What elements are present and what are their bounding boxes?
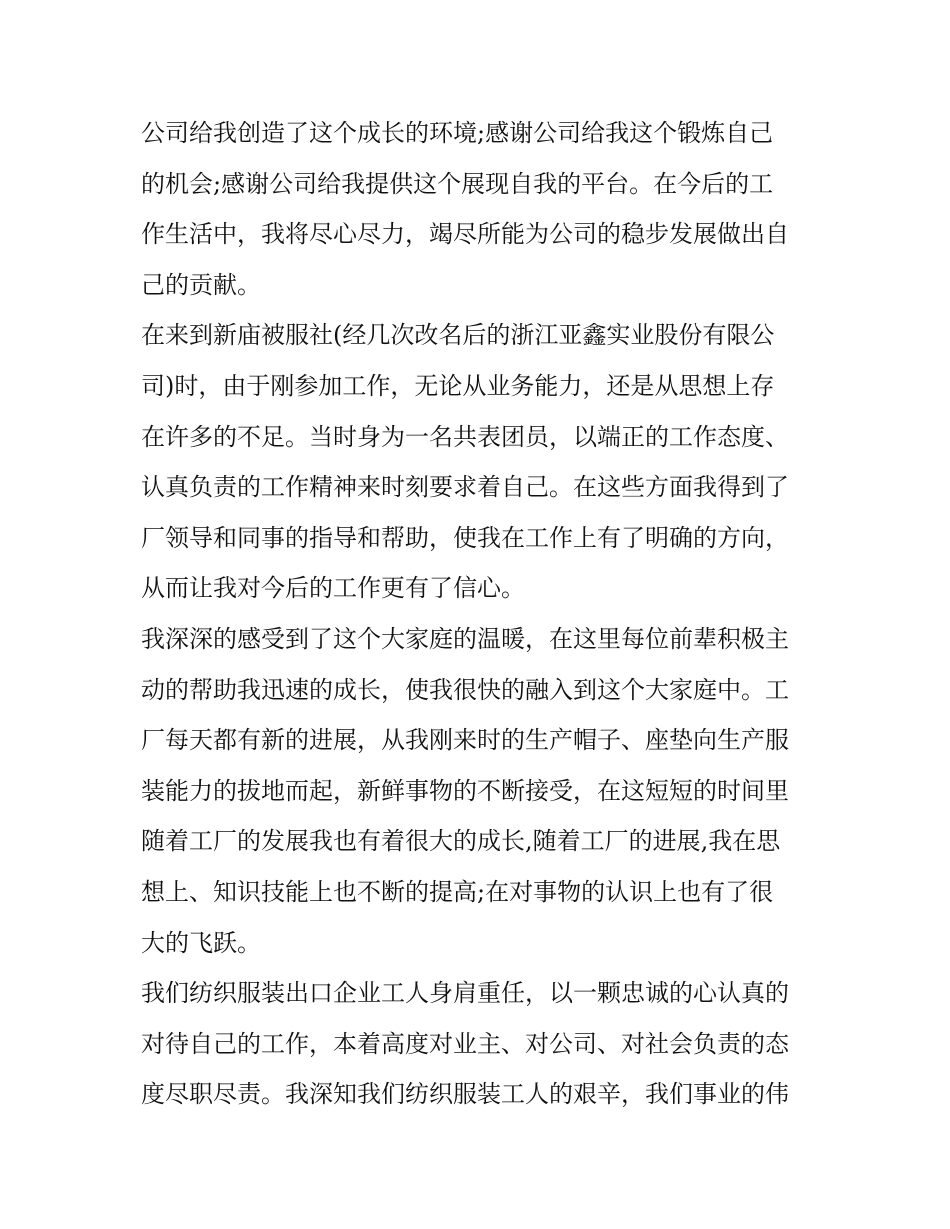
text-line: 在来到新庙被服社(经几次改名后的浙江亚鑫实业股份有限公 [141, 321, 775, 350]
text-line: 度尽职尽责。我深知我们纺织服装工人的艰辛，我们事业的伟 [141, 1080, 789, 1109]
text-line: 装能力的拔地而起，新鲜事物的不断接受，在这短短的时间里 [141, 776, 789, 805]
text-line: 想上、知识技能上也不断的提高;在对事物的认识上也有了很 [141, 877, 774, 906]
text-line: 的机会;感谢公司给我提供这个展现自我的平台。在今后的工 [141, 169, 774, 198]
text-line: 作生活中，我将尽心尽力，竭尽所能为公司的稳步发展做出自 [141, 220, 789, 249]
document-body [141, 108, 813, 1120]
text-line: 在许多的不足。当时身为一名共表团员，以端正的工作态度、 [141, 422, 789, 451]
text-line: 认真负责的工作精神来时刻要求着自己。在这些方面我得到了 [141, 473, 789, 502]
text-line: 司)时，由于刚参加工作，无论从业务能力，还是从思想上存 [141, 371, 775, 400]
text-line: 从而让我对今后的工作更有了信心。 [141, 574, 525, 603]
text-line: 随着工厂的发展我也有着很大的成长,随着工厂的进展,我在思 [141, 827, 781, 856]
text-line: 我们纺织服装出口企业工人身肩重任，以一颗忠诚的心认真的 [141, 979, 789, 1008]
text-line: 公司给我创造了这个成长的环境;感谢公司给我这个锻炼自己 [141, 119, 774, 147]
text-line: 己的贡献。 [141, 270, 261, 299]
text-line: 对待自己的工作，本着高度对业主、对公司、对社会负责的态 [141, 1029, 789, 1058]
text-line: 厂每天都有新的进展，从我刚来时的生产帽子、座垫向生产服 [141, 726, 789, 755]
text-line: 我深深的感受到了这个大家庭的温暖，在这里每位前辈积极主 [141, 624, 789, 653]
text-line: 大的飞跃。 [141, 928, 261, 957]
text-line: 厂领导和同事的指导和帮助，使我在工作上有了明确的方向， [141, 523, 789, 552]
text-line: 动的帮助我迅速的成长，使我很快的融入到这个大家庭中。工 [141, 675, 789, 704]
